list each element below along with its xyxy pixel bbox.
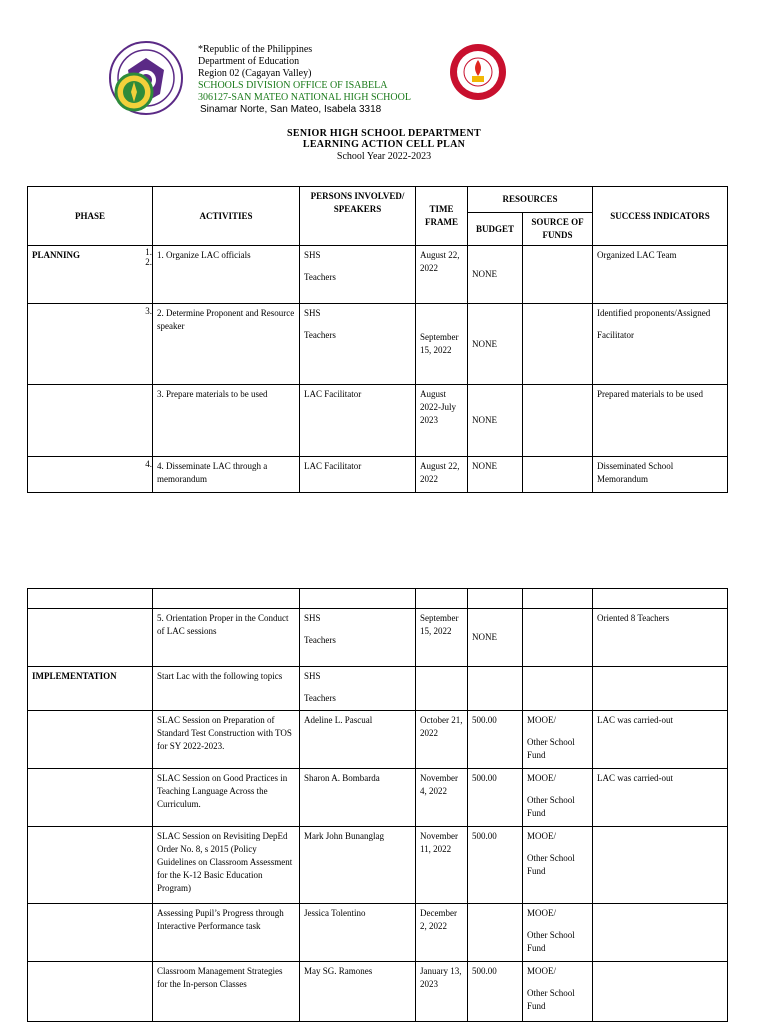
- department-title: SENIOR HIGH SCHOOL DEPARTMENT: [286, 128, 482, 139]
- phase-cell: [28, 769, 153, 827]
- table-row: [28, 667, 728, 711]
- persons-cell: Jessica Tolentino: [300, 904, 416, 962]
- success-cell: Prepared materials to be used: [593, 385, 728, 457]
- time-frame-header: TIME FRAME: [416, 187, 468, 246]
- source-cell: MOOE/ Other School Fund: [523, 904, 593, 962]
- phase-cell: IMPLEMENTATION: [28, 667, 153, 711]
- time-cell: August 22, 2022: [416, 457, 468, 493]
- activities-header: ACTIVITIES: [153, 187, 300, 246]
- source-cell: MOOE/ Other School Fund: [523, 769, 593, 827]
- phase-header: PHASE: [28, 187, 153, 246]
- phase-cell: [28, 609, 153, 667]
- persons-header: PERSONS INVOLVED/ SPEAKERS: [300, 187, 416, 246]
- phase-cell: [28, 385, 153, 457]
- persons-cell: LAC Facilitator: [300, 457, 416, 493]
- budget-cell: NONE: [468, 609, 523, 667]
- phase-cell: [28, 711, 153, 769]
- lac-plan-table-implementation: [27, 588, 728, 1022]
- time-cell: August 22, 2022: [416, 246, 468, 304]
- success-cell: [593, 904, 728, 962]
- phase-cell: [28, 457, 153, 493]
- time-cell: January 13, 2023: [416, 962, 468, 1022]
- phase-cell: PLANNING: [28, 246, 153, 304]
- success-cell: [593, 827, 728, 904]
- budget-cell: NONE: [468, 385, 523, 457]
- phase-cell: [28, 827, 153, 904]
- time-cell: September 15, 2022: [416, 304, 468, 385]
- address-line: Sinamar Norte, San Mateo, Isabela 3318: [200, 104, 382, 115]
- budget-cell: NONE: [468, 457, 523, 493]
- school-seal-right: [448, 42, 508, 102]
- plan-title: LEARNING ACTION CELL PLAN: [302, 139, 466, 150]
- table-row: [28, 457, 728, 493]
- activity-cell: Classroom Management Strategies for the In-person Classes: [153, 962, 300, 1022]
- persons-cell: Sharon A. Bombarda: [300, 769, 416, 827]
- budget-cell: 500.00: [468, 827, 523, 904]
- persons-cell: SHS Teachers: [300, 246, 416, 304]
- activity-cell: SLAC Session on Revisiting DepEd Order No. 8, s 2015 (Policy Guidelines on Classroom Assessment for the K-12 Basic Education Program): [153, 827, 300, 904]
- phase-cell: [28, 962, 153, 1022]
- activity-cell: SLAC Session on Preparation of Standard Test Construction with TOS for SY 2022-2023.: [153, 711, 300, 769]
- division-line: SCHOOLS DIVISION OFFICE OF ISABELA: [198, 80, 388, 91]
- republic-line: *Republic of the Philippines: [198, 44, 313, 55]
- time-cell: December 2, 2022: [416, 904, 468, 962]
- persons-cell: May SG. Ramones: [300, 962, 416, 1022]
- budget-cell: [468, 904, 523, 962]
- phase-cell: [28, 904, 153, 962]
- phase-cell: [28, 304, 153, 385]
- success-cell: LAC was carried-out: [593, 769, 728, 827]
- source-cell: [523, 457, 593, 493]
- persons-cell: SHS Teachers: [300, 667, 416, 711]
- source-cell: [523, 304, 593, 385]
- table-row: [28, 246, 728, 304]
- school-year: School Year 2022-2023: [336, 151, 432, 162]
- persons-cell: SHS Teachers: [300, 304, 416, 385]
- activity-cell: Assessing Pupil’s Progress through Interactive Performance task: [153, 904, 300, 962]
- source-cell: MOOE/ Other School Fund: [523, 962, 593, 1022]
- budget-cell: 500.00: [468, 769, 523, 827]
- source-cell: MOOE/ Other School Fund: [523, 711, 593, 769]
- activity-cell: SLAC Session on Good Practices in Teaching Language Across the Curriculum.: [153, 769, 300, 827]
- list-numbers: 1. 2.: [145, 247, 152, 267]
- school-line: 306127-SAN MATEO NATIONAL HIGH SCHOOL: [198, 92, 411, 103]
- time-cell: August 2022-July 2023: [416, 385, 468, 457]
- table-row: [28, 304, 728, 385]
- source-of-funds-header: SOURCE OF FUNDS: [523, 213, 593, 246]
- persons-cell: Mark John Bunanglag: [300, 827, 416, 904]
- table-row: [28, 827, 728, 904]
- activity-cell: 2. Determine Proponent and Resource speaker: [153, 304, 300, 385]
- time-cell: November 4, 2022: [416, 769, 468, 827]
- table-row: [28, 769, 728, 827]
- persons-cell: LAC Facilitator: [300, 385, 416, 457]
- budget-cell: NONE: [468, 304, 523, 385]
- source-cell: MOOE/ Other School Fund: [523, 827, 593, 904]
- success-cell: Oriented 8 Teachers: [593, 609, 728, 667]
- success-cell: Disseminated School Memorandum: [593, 457, 728, 493]
- budget-cell: 500.00: [468, 962, 523, 1022]
- time-cell: October 21, 2022: [416, 711, 468, 769]
- list-numbers: 4.: [145, 459, 152, 469]
- table-row: [28, 589, 728, 609]
- budget-cell: 500.00: [468, 711, 523, 769]
- budget-cell: NONE: [468, 246, 523, 304]
- persons-cell: SHS Teachers: [300, 609, 416, 667]
- department-line: Department of Education: [198, 56, 300, 67]
- source-cell: [523, 246, 593, 304]
- activity-cell: 4. Disseminate LAC through a memorandum: [153, 457, 300, 493]
- source-cell: [523, 609, 593, 667]
- time-cell: September 15, 2022: [416, 609, 468, 667]
- success-cell: Organized LAC Team: [593, 246, 728, 304]
- table-row: [28, 962, 728, 1022]
- persons-cell: Adeline L. Pascual: [300, 711, 416, 769]
- success-cell: Identified proponents/Assigned Facilitator: [593, 304, 728, 385]
- activity-cell: 5. Orientation Proper in the Conduct of LAC sessions: [153, 609, 300, 667]
- success-indicators-header: SUCCESS INDICATORS: [593, 187, 728, 246]
- table-row: [28, 711, 728, 769]
- time-cell: November 11, 2022: [416, 827, 468, 904]
- success-cell: [593, 962, 728, 1022]
- deped-small-seal: [114, 72, 154, 112]
- success-cell: LAC was carried-out: [593, 711, 728, 769]
- region-line: Region 02 (Cagayan Valley): [198, 68, 312, 79]
- resources-header: RESOURCES: [468, 187, 593, 213]
- activity-cell: Start Lac with the following topics: [153, 667, 300, 711]
- activity-cell: 3. Prepare materials to be used: [153, 385, 300, 457]
- list-numbers: 3.: [145, 306, 152, 316]
- activity-cell: 1. Organize LAC officials: [153, 246, 300, 304]
- source-cell: [523, 385, 593, 457]
- lac-plan-table-planning: [27, 186, 728, 493]
- budget-header: BUDGET: [468, 213, 523, 246]
- table-row: [28, 904, 728, 962]
- table-row: [28, 385, 728, 457]
- table-row: [28, 609, 728, 667]
